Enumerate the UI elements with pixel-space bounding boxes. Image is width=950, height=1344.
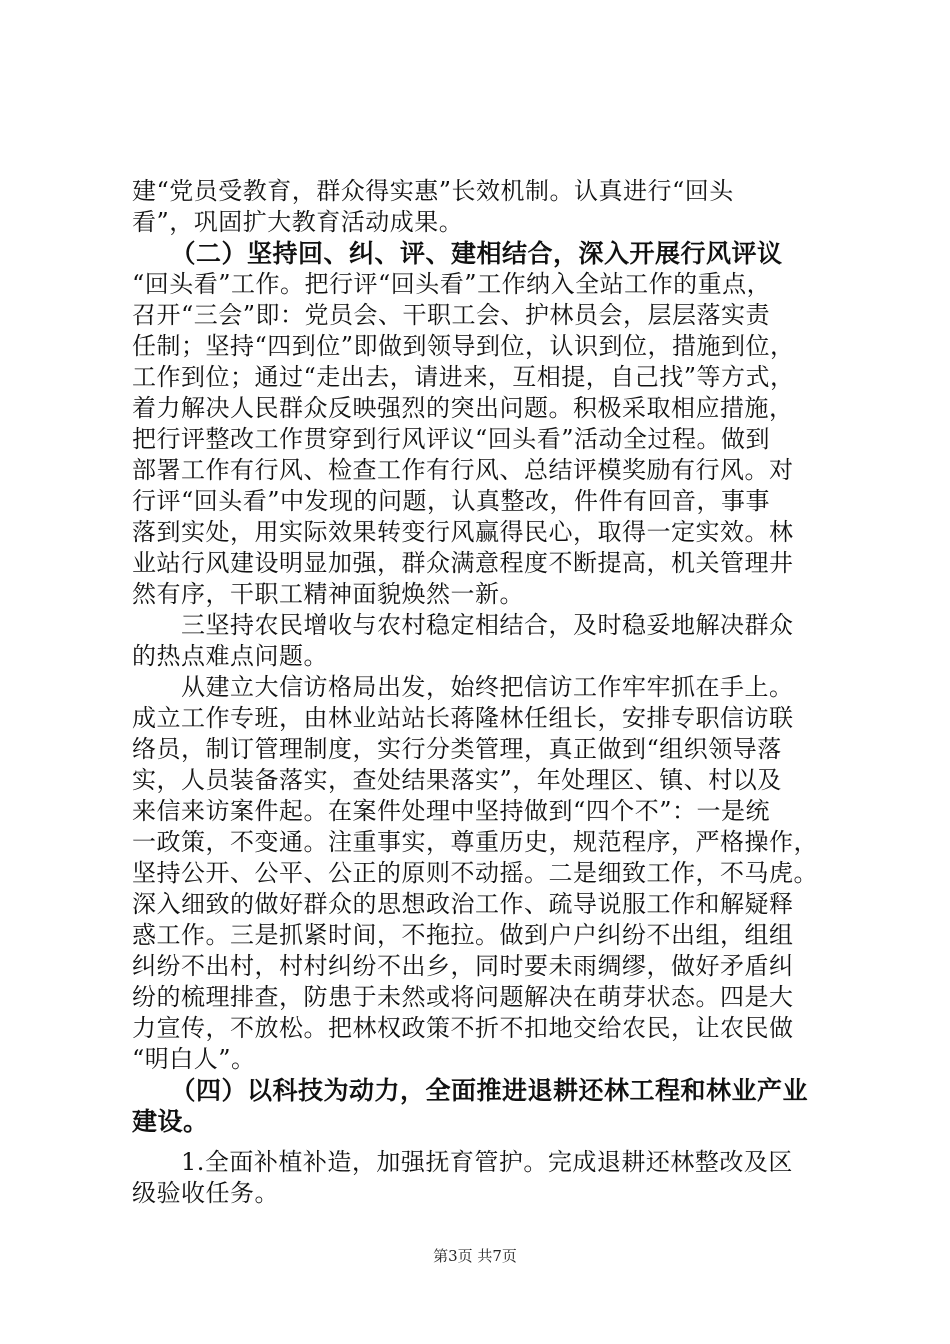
body-line: 的热点难点问题。 xyxy=(132,642,328,670)
body-line: 纠纷不出村，村村纠纷不出乡，同时要未雨绸缪，做好矛盾纠 xyxy=(132,952,794,980)
body-line: 络员，制订管理制度，实行分类管理，真正做到“组织领导落 xyxy=(132,735,782,763)
body-line: 建“党员受教育，群众得实惠”长效机制。认真进行“回头 xyxy=(132,177,734,205)
body-line: 从建立大信访格局出发，始终把信访工作牢牢抓在手上。 xyxy=(132,673,794,701)
body-line: 深入细致的做好群众的思想政治工作、疏导说服工作和解疑释 xyxy=(132,890,794,918)
body-line: 部署工作有行风、检查工作有行风、总结评模奖励有行风。对 xyxy=(132,456,794,484)
body-line: 三坚持农民增收与农村稳定相结合，及时稳妥地解决群众 xyxy=(132,611,794,639)
document-body xyxy=(132,176,832,1209)
body-line: 纷的梳理排查，防患于未然或将问题解决在萌芽状态。四是大 xyxy=(132,983,794,1011)
body-line: “回头看”工作。把行评“回头看”工作纳入全站工作的重点， xyxy=(132,270,772,298)
body-line: 行评“回头看”中发现的问题，认真整改，件件有回音，事事 xyxy=(132,487,771,515)
body-line: 业站行风建设明显加强，群众满意程度不断提高，机关管理井 xyxy=(132,549,794,577)
body-line: 1.全面补植补造，加强抚育管护。完成退耕还林整改及区 xyxy=(132,1148,793,1176)
body-line: 召开“三会”即：党员会、干职工会、护林员会，层层落实责 xyxy=(132,301,771,329)
body-line: 任制；坚持“四到位”即做到领导到位，认识到位，措施到位， xyxy=(132,332,795,360)
body-line: 然有序，干职工精神面貌焕然一新。 xyxy=(132,580,524,608)
body-line: 级验收任务。 xyxy=(132,1179,279,1207)
body-line: 实，人员装备落实，查处结果落实”，年处理区、镇、村以及 xyxy=(132,766,782,794)
body-line: 成立工作专班，由林业站站长蒋隆林任组长，安排专职信访联 xyxy=(132,704,794,732)
body-line: 一政策，不变通。注重事实，尊重历史，规范程序，严格操作， xyxy=(132,828,818,856)
body-line: 着力解决人民群众反映强烈的突出问题。积极采取相应措施， xyxy=(132,394,794,422)
body-line: 力宣传，不放松。把林权政策不折不扣地交给农民，让农民做 xyxy=(132,1014,794,1042)
body-line: 来信来访案件起。在案件处理中坚持做到“四个不”：一是统 xyxy=(132,797,771,825)
section-heading-line: 建设。 xyxy=(132,1107,209,1136)
body-line: 看”，巩固扩大教育活动成果。 xyxy=(132,208,464,236)
body-line: 坚持公开、公平、公正的原则不动摇。二是细致工作，不马虎。 xyxy=(132,859,818,887)
section-heading-line: （四）以科技为动力，全面推进退耕还林工程和林业产业 xyxy=(132,1076,809,1105)
paragraph-gap xyxy=(132,1137,832,1147)
body-line: 落到实处，用实际效果转变行风赢得民心，取得一定实效。林 xyxy=(132,518,794,546)
page-number-label: 第3页 共7页 xyxy=(433,1247,517,1265)
page-footer xyxy=(0,1246,950,1266)
body-line: “明白人”。 xyxy=(132,1045,256,1073)
body-line: 惑工作。三是抓紧时间，不拖拉。做到户户纠纷不出组，组组 xyxy=(132,921,794,949)
body-line: 把行评整改工作贯穿到行风评议“回头看”活动全过程。做到 xyxy=(132,425,771,453)
body-line: 工作到位；通过“走出去，请进来，互相提，自己找”等方式， xyxy=(132,363,795,391)
section-heading-line: （二）坚持回、纠、评、建相结合，深入开展行风评议 xyxy=(132,239,783,268)
